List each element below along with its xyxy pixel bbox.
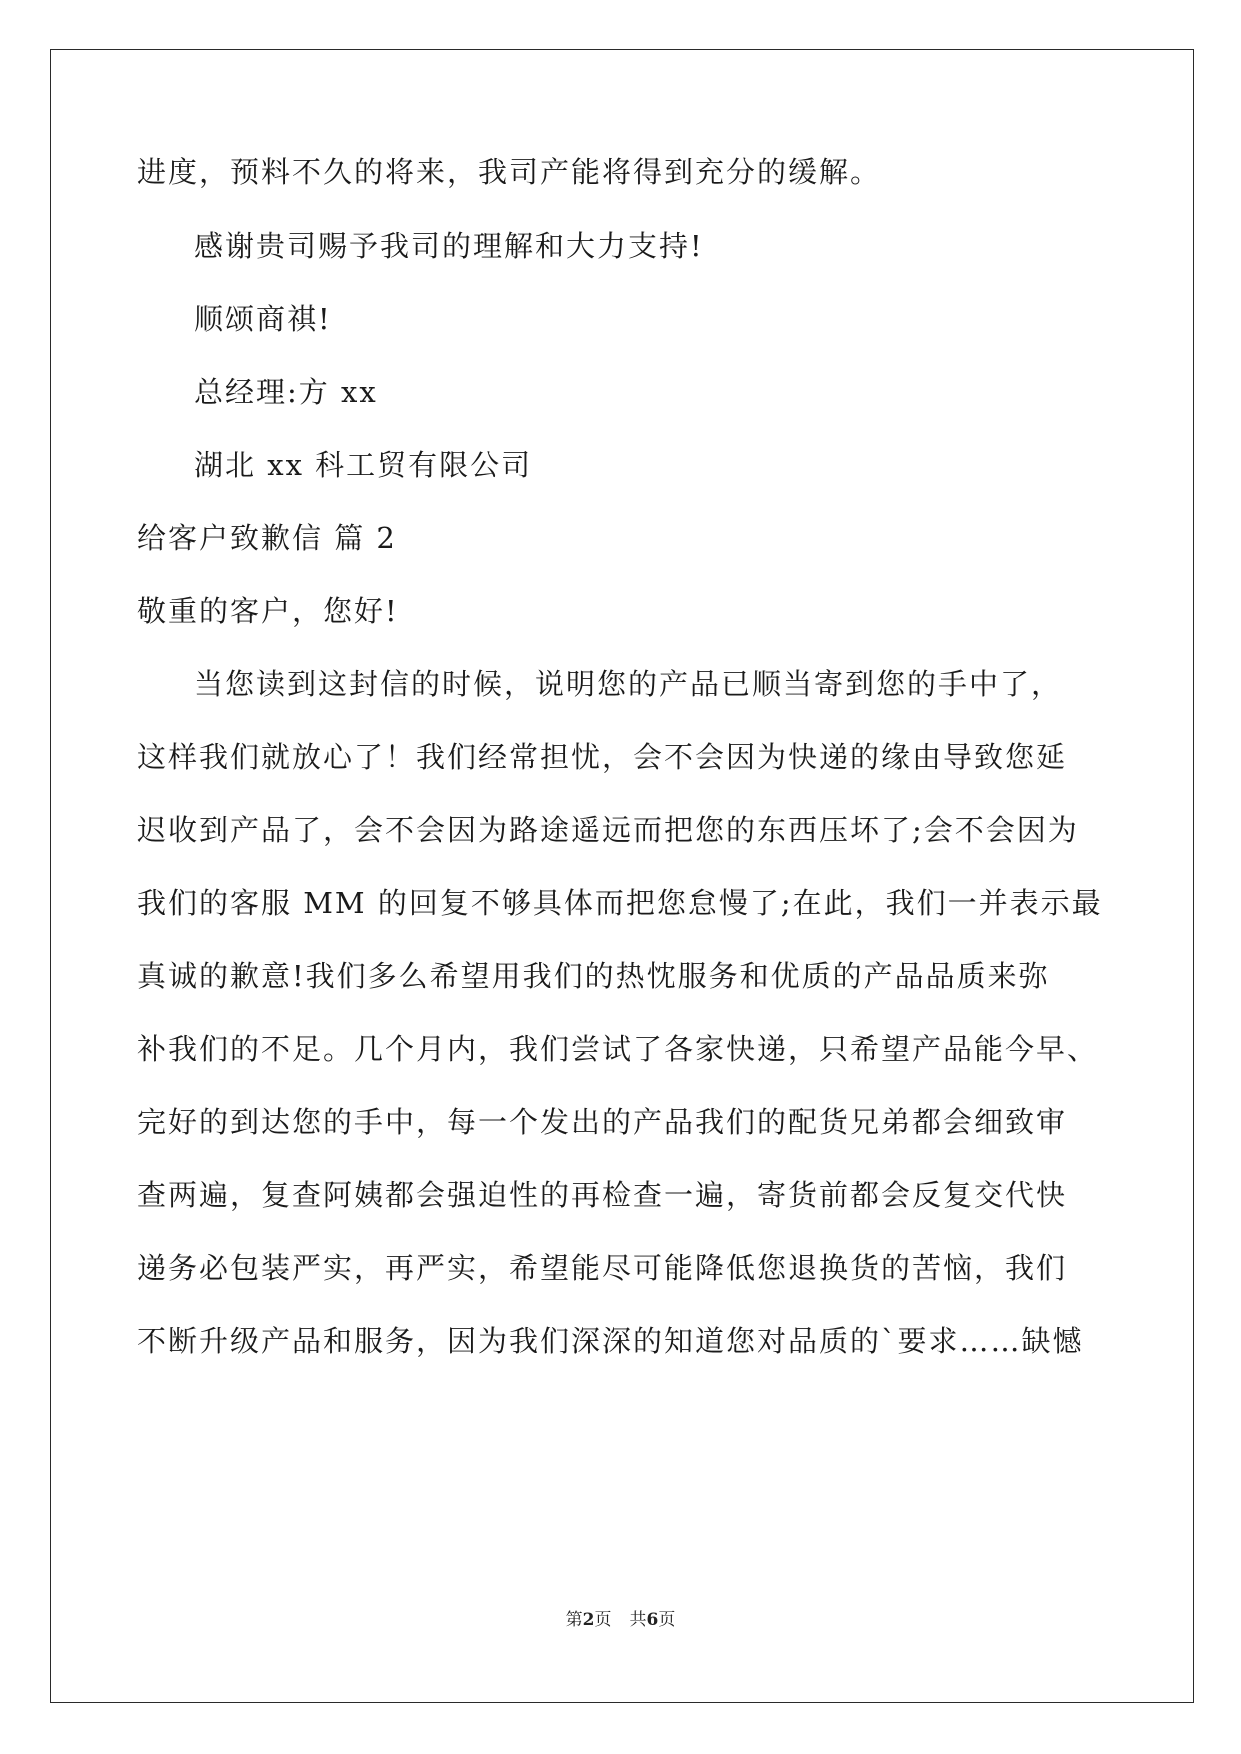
footer-total-prefix: 共 bbox=[629, 1610, 647, 1630]
section-heading: 给客户致歉信 篇 2 bbox=[137, 521, 397, 555]
text-line-11: 我们的客服 MM 的回复不够具体而把您怠慢了;在此，我们一并表示最 bbox=[137, 886, 1103, 920]
page-border bbox=[50, 49, 1194, 1703]
page-footer bbox=[0, 1605, 1241, 1630]
footer-suffix: 页 bbox=[658, 1610, 676, 1630]
text-line-1: 进度，预料不久的将来，我司产能将得到充分的缓解。 bbox=[137, 155, 882, 189]
salutation: 敬重的客户，您好! bbox=[137, 594, 399, 628]
text-line-13: 补我们的不足。几个月内，我们尝试了各家快递，只希望产品能今早、 bbox=[137, 1032, 1099, 1066]
footer-prefix: 第 bbox=[565, 1610, 583, 1630]
text-line-8: 当您读到这封信的时候，说明您的产品已顺当寄到您的手中了， bbox=[194, 667, 1063, 701]
company-name: 湖北 xx 科工贸有限公司 bbox=[194, 448, 533, 482]
text-line-9: 这样我们就放心了！我们经常担忧，会不会因为快递的缘由导致您延 bbox=[137, 740, 1068, 774]
text-line-16: 递务必包装严实，再严实，希望能尽可能降低您退换货的苦恼，我们 bbox=[137, 1251, 1068, 1285]
text-line-2: 感谢贵司赐予我司的理解和大力支持! bbox=[194, 229, 704, 263]
text-line-14: 完好的到达您的手中，每一个发出的产品我们的配货兄弟都会细致审 bbox=[137, 1105, 1068, 1139]
text-line-12: 真诚的歉意!我们多么希望用我们的热忱服务和优质的产品品质来弥 bbox=[137, 959, 1050, 993]
current-page-number: 2 bbox=[582, 1610, 595, 1630]
text-line-3: 顺颂商祺! bbox=[194, 302, 332, 336]
total-page-number: 6 bbox=[646, 1610, 659, 1630]
text-line-15: 查两遍，复查阿姨都会强迫性的再检查一遍，寄货前都会反复交代快 bbox=[137, 1178, 1068, 1212]
signature-title: 总经理:方 xx bbox=[194, 375, 378, 409]
text-line-10: 迟收到产品了，会不会因为路途遥远而把您的东西压坏了;会不会因为 bbox=[137, 813, 1079, 847]
footer-page-label: 页 bbox=[594, 1610, 612, 1630]
text-line-17: 不断升级产品和服务，因为我们深深的知道您对品质的`要求……缺憾 bbox=[137, 1324, 1084, 1358]
